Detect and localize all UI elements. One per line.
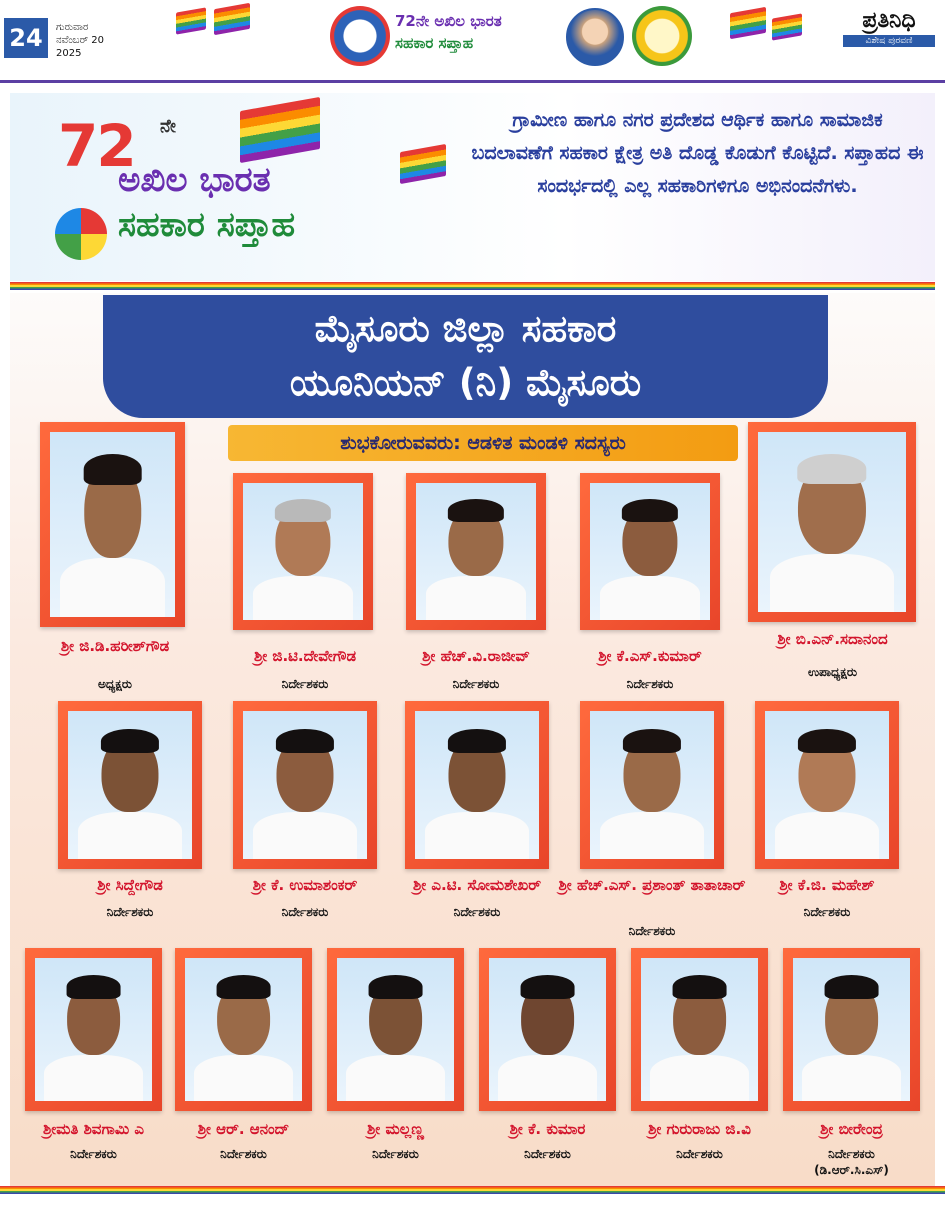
member-photo bbox=[580, 473, 720, 630]
header-year: 2025 bbox=[56, 48, 82, 59]
member-name: ಶ್ರೀ ಜಿ.ಟಿ.ದೇವೇಗೌಡ bbox=[253, 647, 357, 665]
header-logo-line1: 72ನೇ ಅಖಿಲ ಭಾರತ bbox=[395, 12, 502, 30]
member-role: ನಿರ್ದೇಶಕರು bbox=[628, 924, 676, 938]
flag-icon bbox=[176, 10, 206, 32]
banner-number: 72 bbox=[58, 112, 135, 180]
member-photo bbox=[40, 422, 185, 627]
member-photo bbox=[748, 422, 916, 622]
member-role: ನಿರ್ದೇಶಕರು bbox=[106, 905, 154, 919]
brand-logo bbox=[843, 8, 935, 47]
member-name: ಶ್ರೀ ಹೆಚ್.ಎಸ್. ಪ್ರಶಾಂತ್ ತಾತಾಚಾರ್ bbox=[558, 876, 746, 894]
rainbow-divider bbox=[10, 282, 935, 290]
member-role: ನಿರ್ದೇಶಕರು bbox=[828, 1147, 875, 1161]
member-name: ಶ್ರೀ ಕೆ.ಜಿ. ಮಹೇಶ್ bbox=[779, 876, 875, 894]
member-name: ಶ್ರೀ ಬಿ.ಎನ್.ಸದಾನಂದ bbox=[777, 630, 888, 648]
banner-title-line2: ಸಹಕಾರ ಸಪ್ತಾಹ bbox=[118, 205, 296, 245]
page-number: 24 bbox=[4, 18, 48, 58]
wishes-label: ಶುಭಕೋರುವವರು: ಆಡಳಿತ ಮಂಡಳಿ ಸದಸ್ಯರು bbox=[228, 425, 738, 461]
banner-message: ಗ್ರಾಮೀಣ ಹಾಗೂ ನಗರ ಪ್ರದೇಶದ ಆರ್ಥಿಕ ಹಾಗೂ ಸಾಮಾಜಿಕ ಬದಲಾವಣೆಗೆ ಸಹಕಾರ ಕ್ಷೇತ್ರ ಅತಿ ದೊಡ್ಡ ಕೊಡುಗೆ ಕೊಟ್ಟಿದೆ. ಸಪ್ತಾಹದ ಈ ಸಂದರ್ಭದಲ್ಲಿ ಎಲ್ಲ ಸಹಕಾರಿಗಳಿಗೂ ಅಭಿನಂದನೆಗಳು. bbox=[471, 109, 924, 197]
flag-icon bbox=[730, 10, 766, 36]
member-photo bbox=[479, 948, 616, 1111]
member-role: ನಿರ್ದೇಶಕರು bbox=[452, 677, 500, 691]
member-name: ಶ್ರೀಮತಿ ಶಿವಗಾಮಿ ಎ bbox=[42, 1120, 145, 1138]
member-name: ಶ್ರೀ ಹೆಚ್.ವಿ.ರಾಜೀವ್ bbox=[422, 647, 530, 665]
member-role: ನಿರ್ದೇಶಕರು bbox=[453, 905, 501, 919]
member-photo bbox=[58, 701, 202, 869]
people-circle-icon bbox=[55, 208, 107, 260]
member-role: ನಿರ್ದೇಶಕರು bbox=[803, 905, 851, 919]
member-photo bbox=[783, 948, 920, 1111]
member-name: ಶ್ರೀ ಬೀರೇಂದ್ರ bbox=[820, 1120, 883, 1138]
member-name: ಶ್ರೀ ಆರ್. ಆನಂದ್ bbox=[197, 1120, 290, 1138]
member-role: ನಿರ್ದೇಶಕರು bbox=[626, 677, 674, 691]
union-title-line2: ಯೂನಿಯನ್ (ನಿ) ಮೈಸೂರು bbox=[289, 361, 642, 404]
member-name: ಶ್ರೀ ಎ.ಟಿ. ಸೋಮಶೇಖರ್ bbox=[412, 876, 542, 894]
member-role: ನಿರ್ದೇಶಕರು bbox=[70, 1147, 117, 1161]
header-date: ನವೆಂಬರ್ 20 bbox=[56, 35, 105, 46]
member-photo bbox=[25, 948, 162, 1111]
member-role: ನಿರ್ದೇಶಕರು bbox=[676, 1147, 723, 1161]
member-photo bbox=[233, 473, 373, 630]
member-photo bbox=[175, 948, 312, 1111]
brand-subtitle: ವಿಶೇಷ ಪುರವಣಿ bbox=[843, 35, 935, 47]
member-photo bbox=[755, 701, 899, 869]
member-photo bbox=[405, 701, 549, 869]
member-photo bbox=[580, 701, 724, 869]
header-logo-line2: ಸಹಕಾರ ಸಪ್ತಾಹ bbox=[395, 34, 474, 52]
member-name: ಶ್ರೀ ಕೆ. ಉಮಾಶಂಕರ್ bbox=[252, 876, 358, 894]
rainbow-footer bbox=[0, 1186, 945, 1194]
member-name: ಶ್ರೀ ಕೆ. ಕುಮಾರ bbox=[509, 1120, 586, 1138]
member-role: ಅಧ್ಯಕ್ಷರು bbox=[98, 677, 132, 691]
flag-icon bbox=[240, 104, 320, 156]
member-role: ಉಪಾಧ್ಯಕ್ಷರು bbox=[807, 665, 858, 679]
member-photo bbox=[406, 473, 546, 630]
portrait-emblem-icon bbox=[566, 8, 624, 66]
member-name: ಶ್ರೀ ಕೆ.ಎಸ್.ಕುಮಾರ್ bbox=[598, 647, 702, 665]
member-photo bbox=[233, 701, 377, 869]
banner-title-line1: ಅಖಿಲ ಭಾರತ bbox=[118, 160, 271, 200]
header-weekday: ಗುರುವಾರ bbox=[56, 22, 89, 33]
member-name: ಶ್ರೀ ಜಿ.ಡಿ.ಹರೀಶ್‌ಗೌಡ bbox=[60, 637, 170, 655]
flag-icon bbox=[214, 6, 250, 32]
banner-number-suffix: ನೇ bbox=[160, 116, 176, 137]
member-photo bbox=[631, 948, 768, 1111]
cooperative-emblem-icon bbox=[330, 6, 390, 66]
member-name: ಶ್ರೀ ಸಿದ್ದೇಗೌಡ bbox=[97, 876, 163, 894]
member-role: ನಿರ್ದೇಶಕರು bbox=[372, 1147, 419, 1161]
union-seal-icon bbox=[632, 6, 692, 66]
member-photo bbox=[327, 948, 464, 1111]
member-name: ಶ್ರೀ ಮಲ್ಲಣ್ಣ bbox=[367, 1120, 424, 1138]
union-title-line1: ಮೈಸೂರು ಜಿಲ್ಲಾ ಸಹಕಾರ bbox=[314, 307, 617, 350]
member-name: ಶ್ರೀ ಗುರುರಾಜು ಜಿ.ವಿ bbox=[648, 1120, 751, 1138]
flag-icon bbox=[772, 16, 802, 38]
member-role: ನಿರ್ದೇಶಕರು bbox=[524, 1147, 571, 1161]
brand-name: ಪ್ರತಿನಿಧಿ bbox=[862, 8, 916, 33]
member-role: ನಿರ್ದೇಶಕರು bbox=[220, 1147, 267, 1161]
member-role: ನಿರ್ದೇಶಕರು bbox=[281, 677, 329, 691]
union-title-box bbox=[103, 295, 828, 418]
flag-icon bbox=[400, 148, 446, 180]
member-role: ನಿರ್ದೇಶಕರು bbox=[281, 905, 329, 919]
member-note: (ಡಿ.ಆರ್.ಸಿ.ಎಸ್) bbox=[814, 1163, 889, 1177]
